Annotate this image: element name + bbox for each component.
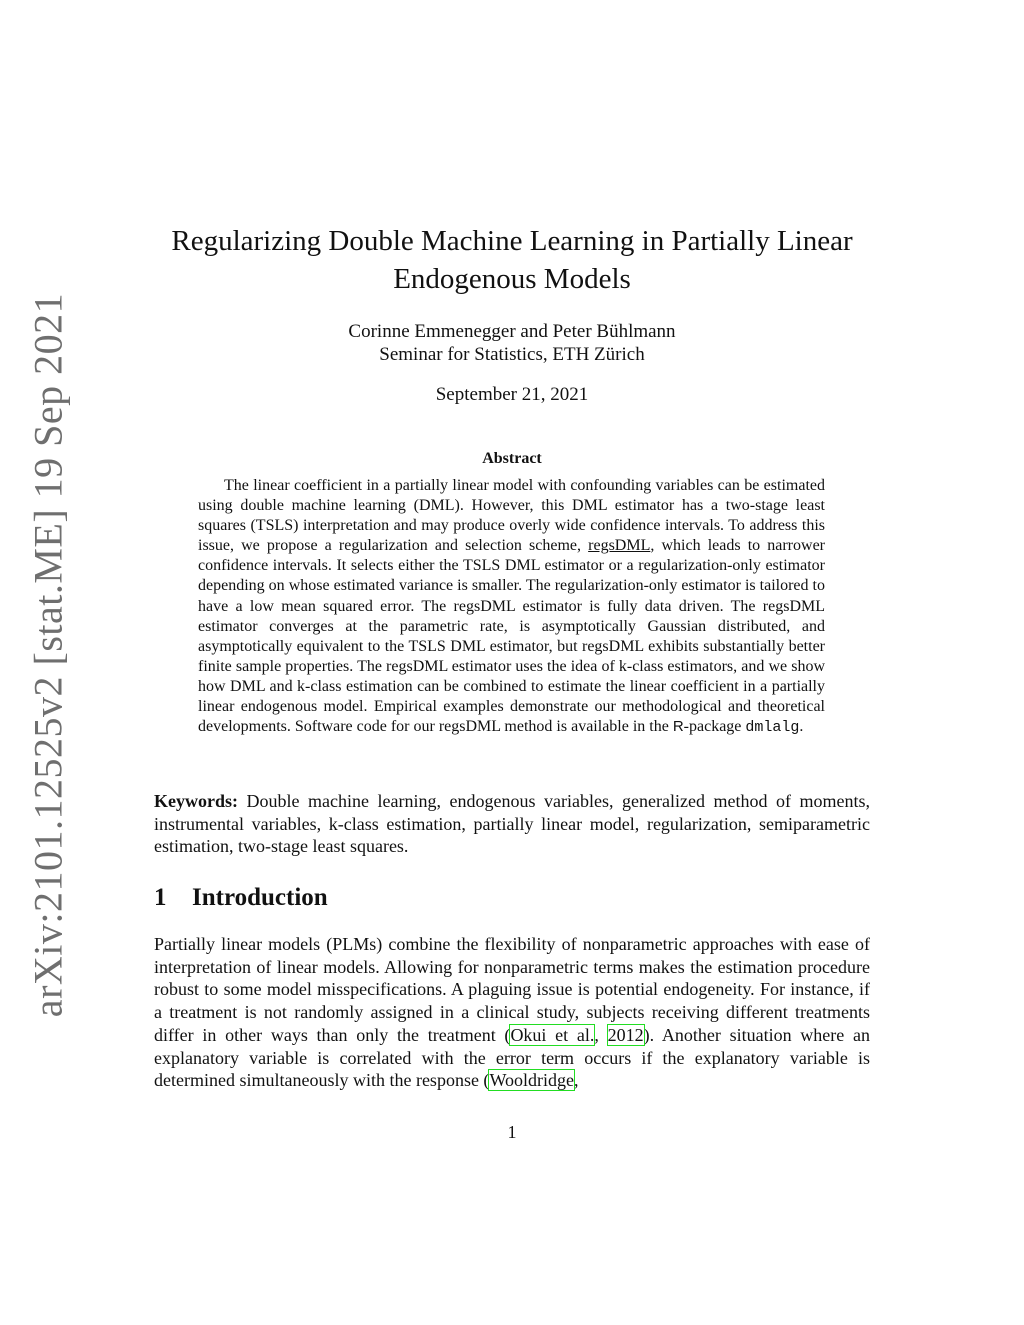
intro-text-2: ). Another situation where an explanatory variable is correlated with the error term occurs if the explanatory variable is determined simultaneously with the response ( <box>154 1024 870 1091</box>
publication-date: September 21, 2021 <box>435 384 589 405</box>
citation-link-okui[interactable]: Okui et al. <box>510 1024 595 1045</box>
title-line-2: Endogenous Models <box>393 263 631 295</box>
authors: Corinne Emmenegger and Peter Bühlmann <box>348 321 676 342</box>
keywords-text: Double machine learning, endogenous variables, generalized method of moments, instrumental variables, k-class estimation, partially linear model, regularization, semiparametric estimation, two-stage least squares. <box>154 791 870 857</box>
citation-separator: , <box>594 1024 608 1045</box>
abstract-text-4: . <box>799 718 804 736</box>
intro-text-3: , <box>573 1070 579 1091</box>
introduction-paragraph <box>154 933 870 1092</box>
method-name: regsDML <box>588 537 651 555</box>
section-title: Introduction <box>192 884 328 911</box>
abstract-text-2: , which leads to narrower confidence intervals. It selects either the TSLS DML estimator or a regularization-only estimator depending on whose estimated variance is smaller. The regularization-only estimator is tailored to have a low mean squared error. The regsDML estimator is fully data driven. The regsDML estimator converges at the parametric rate, is asymptotically Gaussian distributed, and asymptotically equivalent to the TSLS DML estimator, but regsDML exhibits substantially better finite sample properties. The regsDML estimator uses the idea of k-class estimators, and we show how DML and k-class estimation can be combined to estimate the linear coefficient in a partially linear endogenous model. Empirical examples demonstrate our methodological and theoretical developments. Software code for our regsDML method is available in the <box>198 537 825 736</box>
keywords <box>154 790 870 858</box>
title-line-1: Regularizing Double Machine Learning in Partially Linear <box>171 225 853 257</box>
abstract-heading: Abstract <box>482 450 542 467</box>
section-heading <box>154 884 328 912</box>
paper-title <box>140 222 884 298</box>
section-number: 1 <box>154 884 167 911</box>
r-language-name: R <box>672 718 684 736</box>
citation-link-okui-year[interactable]: 2012 <box>607 1024 644 1045</box>
abstract-body <box>198 476 825 738</box>
package-name: dmlalg <box>745 719 800 737</box>
abstract-text-3: -package <box>683 718 746 736</box>
affiliation: Seminar for Statistics, ETH Zürich <box>379 344 645 365</box>
abstract-text-1: The linear coefficient in a partially linear model with confounding variables can be estimated using double machine learning (DML). However, this DML estimator has a two-stage least squares (TSLS) interpretation and may produce overly wide confidence intervals. To address this issue, we propose a regularization and selection scheme, <box>198 477 825 555</box>
intro-text-1: Partially linear models (PLMs) combine the flexibility of nonparametric approaches with ease of interpretation of linear models. Allowing for nonparametric terms makes the estimation procedure robust to some model misspecifications. A plaguing issue is potential endogeneity. For instance, if a treatment is not randomly assigned in a clinical study, subjects receiving different treatments differ in other ways than only the treatment ( <box>154 934 870 1045</box>
citation-link-wooldridge[interactable]: Wooldridge <box>489 1070 574 1091</box>
page-number: 1 <box>507 1122 517 1142</box>
keywords-label: Keywords: <box>154 791 238 811</box>
arxiv-identifier-stamp: arXiv:2101.12525v2 [stat.ME] 19 Sep 2021 <box>25 292 71 1018</box>
